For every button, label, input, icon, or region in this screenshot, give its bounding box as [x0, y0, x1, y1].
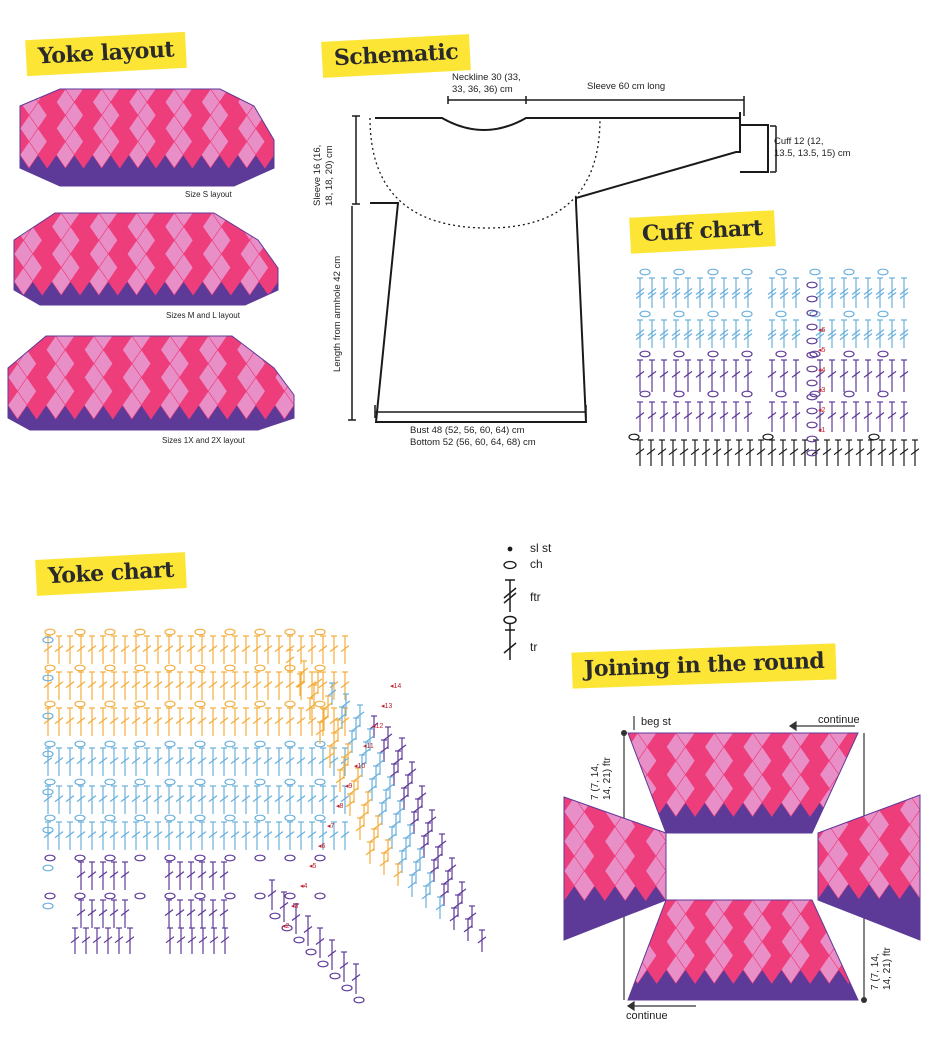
schematic-title: Schematic	[321, 34, 471, 78]
yoke-row-marker: ◂9	[345, 783, 353, 790]
sleeve-depth-label: Sleeve 16 (16, 18, 18, 20) cm	[312, 144, 335, 206]
layout-ml-label: Sizes M and L layout	[166, 311, 240, 320]
layout-s-label: Size S layout	[185, 190, 232, 199]
yoke-row-marker: ◂3	[291, 903, 299, 910]
joining-title: Joining in the round	[571, 643, 836, 688]
beg-st-label: beg st	[641, 716, 671, 728]
layout-x-label: Sizes 1X and 2X layout	[162, 436, 245, 445]
yoke-layout-title: Yoke layout	[25, 32, 187, 76]
yoke-row-marker: ◂14	[390, 683, 402, 690]
yoke-row-marker: ◂5	[309, 863, 317, 870]
yoke-row-marker: ◂11	[363, 743, 374, 750]
continue-bottom-label: continue	[626, 1010, 668, 1022]
ftr-left-label: 7 (7, 14, 14, 21) ftr	[590, 757, 613, 800]
cuff-chart-title: Cuff chart	[629, 210, 775, 254]
continue-top-label: continue	[818, 714, 860, 726]
legend-tr: tr	[530, 640, 538, 654]
cuff-row-marker: ◂3	[818, 387, 826, 394]
cuff-row-marker: ◂5	[818, 347, 826, 354]
neckline-label: Neckline 30 (33, 33, 36, 36) cm	[452, 72, 521, 95]
yoke-row-marker: ◂12	[372, 723, 384, 730]
bottom-label: Bottom 52 (56, 60, 64, 68) cm	[410, 437, 536, 448]
legend-ch: ch	[530, 557, 543, 571]
yoke-row-marker: ◂7	[327, 823, 335, 830]
yoke-row-marker: ◂4	[300, 883, 308, 890]
cuff-row-marker: ◂1	[818, 427, 826, 434]
cuff-row-marker: ◂6	[818, 327, 826, 334]
yoke-row-marker: ◂2	[282, 923, 290, 930]
bust-label: Bust 48 (52, 56, 60, 64) cm	[410, 425, 525, 436]
sleeve-long-label: Sleeve 60 cm long	[587, 81, 666, 92]
cuff-label: Cuff 12 (12, 13.5, 13.5, 15) cm	[774, 136, 851, 159]
yoke-chart-title: Yoke chart	[35, 552, 186, 596]
legend-ftr: ftr	[530, 590, 541, 604]
length-label: Length from armhole 42 cm	[332, 255, 343, 372]
ftr-right-label: 7 (7, 14, 14, 21) ftr	[870, 947, 893, 990]
yoke-row-marker: ◂6	[318, 843, 326, 850]
cuff-row-marker: ◂4	[818, 367, 826, 374]
yoke-row-marker: ◂8	[336, 803, 344, 810]
yoke-row-marker: ◂10	[354, 763, 366, 770]
cuff-row-marker: ◂2	[818, 407, 826, 414]
legend-sl-st: sl st	[530, 541, 552, 555]
yoke-row-marker: ◂13	[381, 703, 393, 710]
